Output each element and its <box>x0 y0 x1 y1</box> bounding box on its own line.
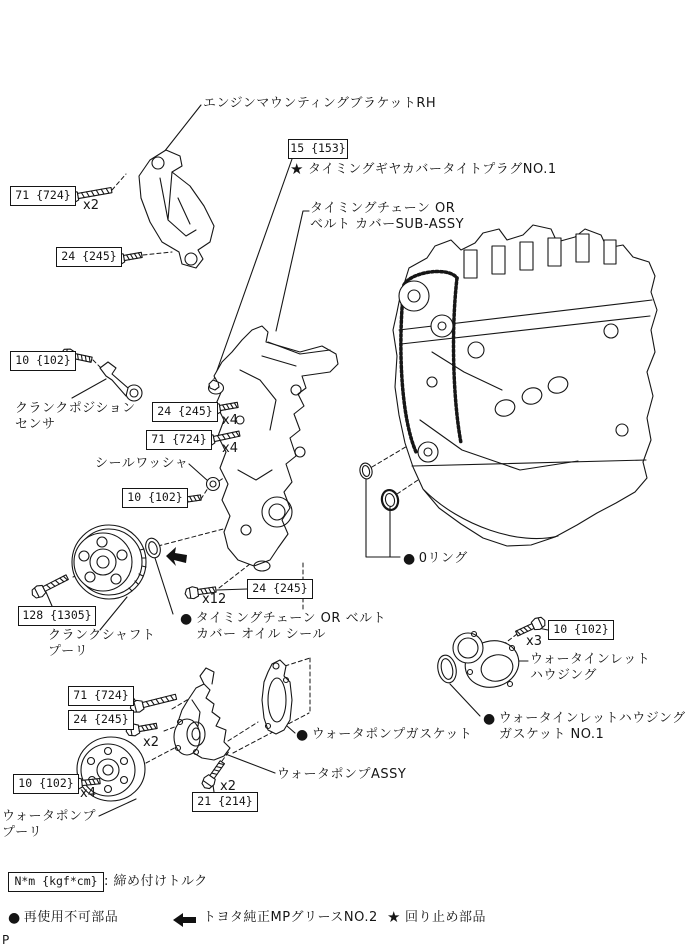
legend-mp-grease: トヨタ純正MPグリースNO.2 <box>203 910 378 925</box>
qty-x4: x4 <box>222 441 238 456</box>
crank-pulley-illustration <box>72 525 146 599</box>
bullet-icon: ● <box>296 727 309 743</box>
seal-washer-illustration <box>207 478 220 491</box>
label-engine-mounting-bracket-rh: エンジンマウンティングブラケットRH <box>203 96 437 111</box>
torque-box-24: 24 {245} <box>68 710 134 730</box>
label-timing-chain-cover: タイミングチェーン OR ベルト カバーSUB-ASSY <box>310 201 465 232</box>
label-crank-position-sensor: クランクポジション センサ <box>15 401 136 432</box>
water-pump-illustration <box>174 660 292 760</box>
bracket-illustration <box>139 150 214 268</box>
torque-box-10: 10 {102} <box>13 774 79 794</box>
qty-x2: x2 <box>143 735 159 750</box>
qty-x2: x2 <box>220 779 236 794</box>
label-seal-washer: シールワッシャ <box>95 456 189 471</box>
label-water-pump-assy: ウォータポンプASSY <box>277 767 407 782</box>
torque-box-71: 71 {724} <box>10 186 76 206</box>
bullet-icon: ● <box>8 910 21 926</box>
torque-box-71: 71 {724} <box>146 430 212 450</box>
label-water-inlet-housing-gasket: ● ウォータインレットハウジング ガスケット NO.1 <box>483 711 686 742</box>
page-footer-char: P <box>2 933 10 947</box>
label-o-ring: ● 0リング <box>403 551 468 567</box>
qty-x2: x2 <box>83 198 99 213</box>
torque-box-15: 15 {153} <box>288 139 348 159</box>
water-inlet-illustration <box>435 632 524 694</box>
star-icon: ★ <box>290 160 304 178</box>
label-timing-cover-oil-seal: ● タイミングチェーン OR ベルト カバー オイル シール <box>180 611 387 642</box>
bullet-icon: ● <box>180 611 193 627</box>
star-icon: ★ <box>387 908 401 926</box>
bullet-icon: ● <box>403 551 416 567</box>
torque-box-21: 21 {214} <box>192 792 258 812</box>
legend-arrow-icon <box>173 913 196 927</box>
torque-box-10: 10 {102} <box>548 620 614 640</box>
label-timing-gear-cover-plug: ★ タイミングギヤカバータイトプラグNO.1 <box>290 160 557 178</box>
legend-torque-desc: : 締め付けトルク <box>104 874 208 889</box>
torque-box-24: 24 {245} <box>247 579 313 599</box>
label-water-inlet-housing: ウォータインレット ハウジング <box>530 652 651 683</box>
torque-box-128: 128 {1305} <box>18 606 96 626</box>
label-water-pump-gasket: ● ウォータポンプガスケット <box>296 727 473 743</box>
o-ring-illustration <box>358 462 399 512</box>
label-crankshaft-pulley: クランクシャフト プーリ <box>48 628 156 659</box>
crank-sensor-illustration <box>100 362 142 401</box>
qty-x12: x12 <box>202 592 227 607</box>
qty-x4: x4 <box>80 786 96 801</box>
torque-box-71: 71 {724} <box>68 686 134 706</box>
legend-non-reusable: ● 再使用不可部品 <box>8 910 119 926</box>
legend-locking-part: ★ 回り止め部品 <box>387 908 486 926</box>
engine-illustration <box>393 225 657 546</box>
qty-x4: x4 <box>222 413 238 428</box>
bullet-icon: ● <box>483 711 496 727</box>
legend-torque-unit-box: N*m {kgf*cm} <box>8 872 104 892</box>
grease-arrow-icon <box>166 547 187 566</box>
label-water-pump-pulley: ウォータポンプ プーリ <box>2 809 96 840</box>
torque-box-10: 10 {102} <box>122 488 188 508</box>
torque-box-24: 24 {245} <box>152 402 218 422</box>
qty-x3: x3 <box>526 634 542 649</box>
oil-seal-illustration <box>143 536 162 559</box>
torque-box-24: 24 {245} <box>56 247 122 267</box>
torque-box-10: 10 {102} <box>10 351 76 371</box>
